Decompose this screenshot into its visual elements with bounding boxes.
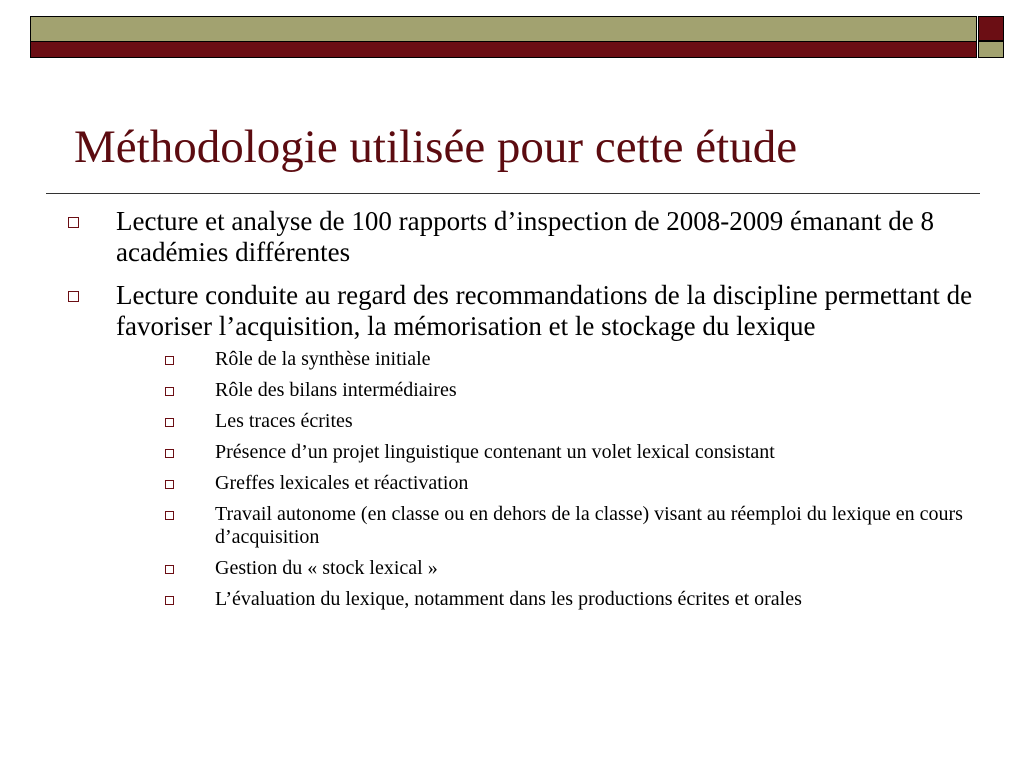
square-bullet-icon bbox=[68, 217, 79, 228]
sub-bullet-item bbox=[0, 472, 1024, 495]
sub-bullet-text: Les traces écrites bbox=[215, 410, 353, 432]
sub-bullet-text: Gestion du « stock lexical » bbox=[215, 557, 438, 579]
sub-bullet-item bbox=[0, 348, 1024, 371]
bullet-text: Lecture conduite au regard des recommandations de la discipline permettant de favoriser l’acquisition, la mémorisation et le stockage du lexique bbox=[116, 280, 973, 341]
sub-bullet-item bbox=[0, 441, 1024, 464]
square-bullet-icon bbox=[165, 387, 174, 396]
title-divider bbox=[46, 193, 980, 194]
sub-bullet-text: Rôle de la synthèse initiale bbox=[215, 348, 431, 370]
sub-bullet-text: Travail autonome (en classe ou en dehors de la classe) visant au réemploi du lexique en cours d’acquisition bbox=[215, 503, 963, 548]
corner-square-olive bbox=[978, 41, 1004, 58]
square-bullet-icon bbox=[165, 511, 174, 520]
bullet-text: Lecture et analyse de 100 rapports d’inspection de 2008-2009 émanant de 8 académies différentes bbox=[116, 206, 934, 267]
sub-bullet-text: L’évaluation du lexique, notamment dans les productions écrites et orales bbox=[215, 588, 802, 610]
sub-bullet-item bbox=[0, 379, 1024, 402]
sub-bullet-text: Rôle des bilans intermédiaires bbox=[215, 379, 457, 401]
sub-bullet-text: Greffes lexicales et réactivation bbox=[215, 472, 469, 494]
bullet-list bbox=[0, 206, 1024, 619]
bullet-item bbox=[0, 280, 1024, 342]
header-band-olive-stripe bbox=[31, 17, 976, 42]
sub-bullet-item bbox=[0, 588, 1024, 611]
bullet-item bbox=[0, 206, 1024, 268]
square-bullet-icon bbox=[165, 356, 174, 365]
sub-bullet-item bbox=[0, 410, 1024, 433]
square-bullet-icon bbox=[165, 565, 174, 574]
square-bullet-icon bbox=[165, 596, 174, 605]
square-bullet-icon bbox=[165, 418, 174, 427]
sub-bullet-item bbox=[0, 557, 1024, 580]
header-band-maroon-stripe bbox=[31, 42, 976, 57]
square-bullet-icon bbox=[165, 449, 174, 458]
square-bullet-icon bbox=[68, 291, 79, 302]
header-band bbox=[30, 16, 977, 58]
sub-bullet-text: Présence d’un projet linguistique contenant un volet lexical consistant bbox=[215, 441, 775, 463]
sub-bullet-list bbox=[0, 348, 1024, 611]
sub-bullet-item bbox=[0, 503, 1024, 549]
corner-square-maroon bbox=[978, 16, 1004, 41]
slide-title: Méthodologie utilisée pour cette étude bbox=[74, 121, 798, 173]
square-bullet-icon bbox=[165, 480, 174, 489]
